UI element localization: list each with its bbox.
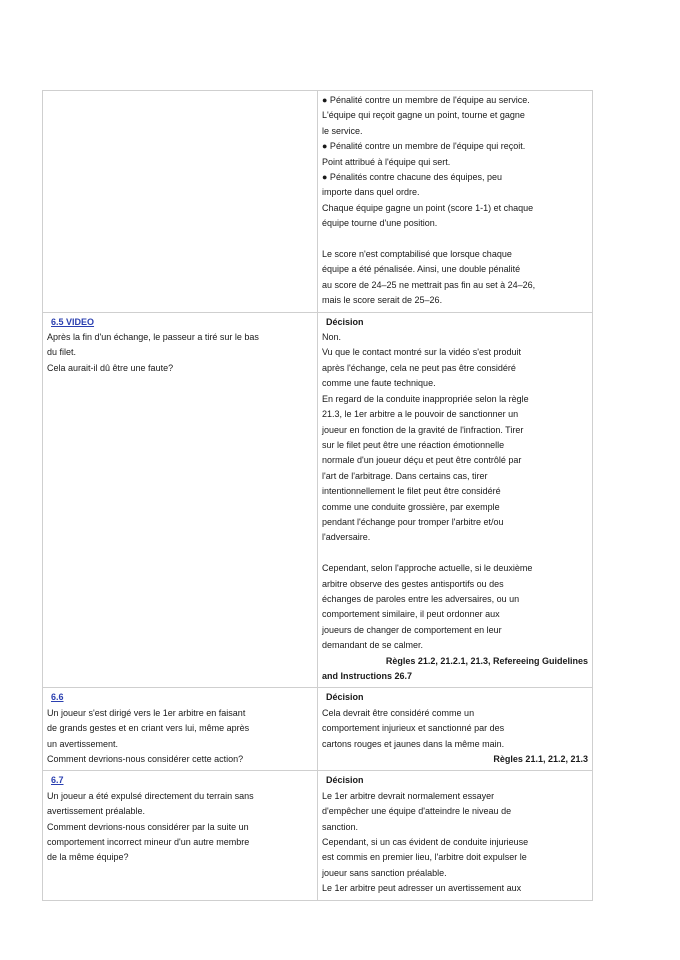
decision-text: joueurs de changer de comportement en leur bbox=[322, 624, 502, 635]
decision-cell bbox=[318, 771, 593, 900]
decision-text: normale d'un joueur déçu et peut être contrôlé par bbox=[322, 455, 522, 466]
decision-text: Cependant, selon l'approche actuelle, si le deuxième bbox=[322, 563, 533, 574]
decision-text: ● Pénalités contre chacune des équipes, peu bbox=[322, 172, 503, 183]
decision-text: intentionnellement le filet peut être considéré bbox=[322, 486, 501, 497]
question-text: Un joueur s'est dirigé vers le 1er arbitre en faisant bbox=[47, 707, 246, 718]
decision-text: après l'échange, cela ne peut pas être considéré bbox=[322, 362, 516, 373]
case-number-link[interactable]: 6.6 bbox=[51, 692, 64, 703]
decision-text: comme une conduite grossière, par exemple bbox=[322, 501, 500, 512]
decision-text: l'art de l'arbitrage. Dans certains cas, tirer bbox=[322, 470, 488, 481]
question-cell bbox=[43, 688, 318, 771]
question-text: comportement incorrect mineur d'un autre membre bbox=[47, 837, 250, 848]
question-text: Cela aurait-il dû être une faute? bbox=[47, 362, 174, 373]
question-text: Un joueur a été expulsé directement du terrain sans bbox=[47, 790, 254, 801]
decision-text: 21.3, le 1er arbitre a le pouvoir de sanctionner un bbox=[322, 409, 519, 420]
decision-text: d'empêcher une équipe d'atteindre le niveau de bbox=[322, 806, 512, 817]
decision-heading: Décision bbox=[326, 692, 364, 703]
question-text: avertissement préalable. bbox=[47, 806, 146, 817]
decision-text: sanction. bbox=[322, 821, 359, 832]
question-text: Comment devrions-nous considérer cette action? bbox=[47, 754, 244, 765]
decision-text: Le score n'est comptabilisé que lorsque chaque bbox=[322, 249, 512, 260]
decision-text: importe dans quel ordre. bbox=[322, 187, 420, 198]
decision-heading: Décision bbox=[326, 316, 364, 327]
question-text: un avertissement. bbox=[47, 738, 119, 749]
decision-text: Le 1er arbitre peut adresser un avertissement aux bbox=[322, 883, 522, 894]
table-row bbox=[43, 771, 593, 900]
decision-text: Le 1er arbitre devrait normalement essayer bbox=[322, 790, 495, 801]
question-cell bbox=[43, 312, 318, 688]
question-text: du filet. bbox=[47, 347, 77, 358]
case-number-link[interactable]: 6.7 bbox=[51, 775, 64, 786]
decision-text: Cela devrait être considéré comme un bbox=[322, 707, 475, 718]
rule-references: Règles 21.1, 21.2, 21.3 bbox=[493, 754, 588, 765]
decision-text: le service. bbox=[322, 125, 363, 136]
decision-cell bbox=[318, 91, 593, 313]
decision-text: Point attribué à l'équipe qui sert. bbox=[322, 156, 451, 167]
question-text: de la même équipe? bbox=[47, 852, 129, 863]
decision-text: arbitre observe des gestes antisportifs ou des bbox=[322, 578, 504, 589]
question-text: Comment devrions-nous considérer par la suite un bbox=[47, 821, 249, 832]
decision-text: Chaque équipe gagne un point (score 1-1) et chaque bbox=[322, 202, 534, 213]
decision-text: l'adversaire. bbox=[322, 532, 371, 543]
decision-heading: Décision bbox=[326, 775, 364, 786]
decision-text: joueur sans sanction préalable. bbox=[322, 867, 447, 878]
decision-text: équipe tourne d'une position. bbox=[322, 218, 438, 229]
decision-text: L'équipe qui reçoit gagne un point, tourne et gagne bbox=[322, 110, 525, 121]
decision-text: comportement injurieux et sanctionné par des bbox=[322, 723, 505, 734]
table-row bbox=[43, 312, 593, 688]
question-cell bbox=[43, 771, 318, 900]
decision-text: demandant de se calmer. bbox=[322, 640, 424, 651]
rule-references: and Instructions 26.7 bbox=[322, 671, 413, 681]
document-page bbox=[42, 90, 592, 901]
decision-text: En regard de la conduite inappropriée selon la règle bbox=[322, 393, 529, 404]
decision-text: Cependant, si un cas évident de conduite injurieuse bbox=[322, 837, 529, 848]
decision-text: sur le filet peut être une réaction émotionnelle bbox=[322, 439, 505, 450]
decision-text: comportement similaire, il peut ordonner aux bbox=[322, 609, 500, 620]
decision-text: ● Pénalité contre un membre de l'équipe au service. bbox=[322, 95, 530, 105]
case-number-link[interactable]: 6.5 VIDEO bbox=[51, 316, 95, 327]
decision-text: Non. bbox=[322, 332, 342, 343]
decision-text: comme une faute technique. bbox=[322, 378, 436, 389]
question-cell bbox=[43, 91, 318, 313]
rule-references: Règles 21.2, 21.2.1, 21.3, Refereeing Guidelines bbox=[385, 655, 588, 666]
table-row bbox=[43, 91, 593, 313]
question-text: Après la fin d'un échange, le passeur a tiré sur le bas bbox=[47, 332, 259, 343]
casebook-table bbox=[42, 90, 593, 901]
decision-cell bbox=[318, 312, 593, 688]
decision-text: joueur en fonction de la gravité de l'infraction. Tirer bbox=[322, 424, 524, 435]
table-row bbox=[43, 688, 593, 771]
decision-text: ● Pénalité contre un membre de l'équipe qui reçoit. bbox=[322, 141, 526, 152]
decision-text: équipe a été pénalisée. Ainsi, une double pénalité bbox=[322, 264, 521, 275]
decision-text: échanges de paroles entre les adversaires, ou un bbox=[322, 593, 520, 604]
decision-text: pendant l'échange pour tromper l'arbitre et/ou bbox=[322, 516, 504, 527]
decision-cell bbox=[318, 688, 593, 771]
decision-text: au score de 24–25 ne mettrait pas fin au set à 24–26, bbox=[322, 279, 536, 290]
decision-text: est commis en premier lieu, l'arbitre doit expulser le bbox=[322, 852, 527, 863]
decision-text: Vu que le contact montré sur la vidéo s'est produit bbox=[322, 347, 521, 358]
decision-text: cartons rouges et jaunes dans la même main. bbox=[322, 738, 505, 749]
question-text: de grands gestes et en criant vers lui, même après bbox=[47, 723, 250, 734]
decision-text: mais le score serait de 25–26. bbox=[322, 295, 443, 306]
